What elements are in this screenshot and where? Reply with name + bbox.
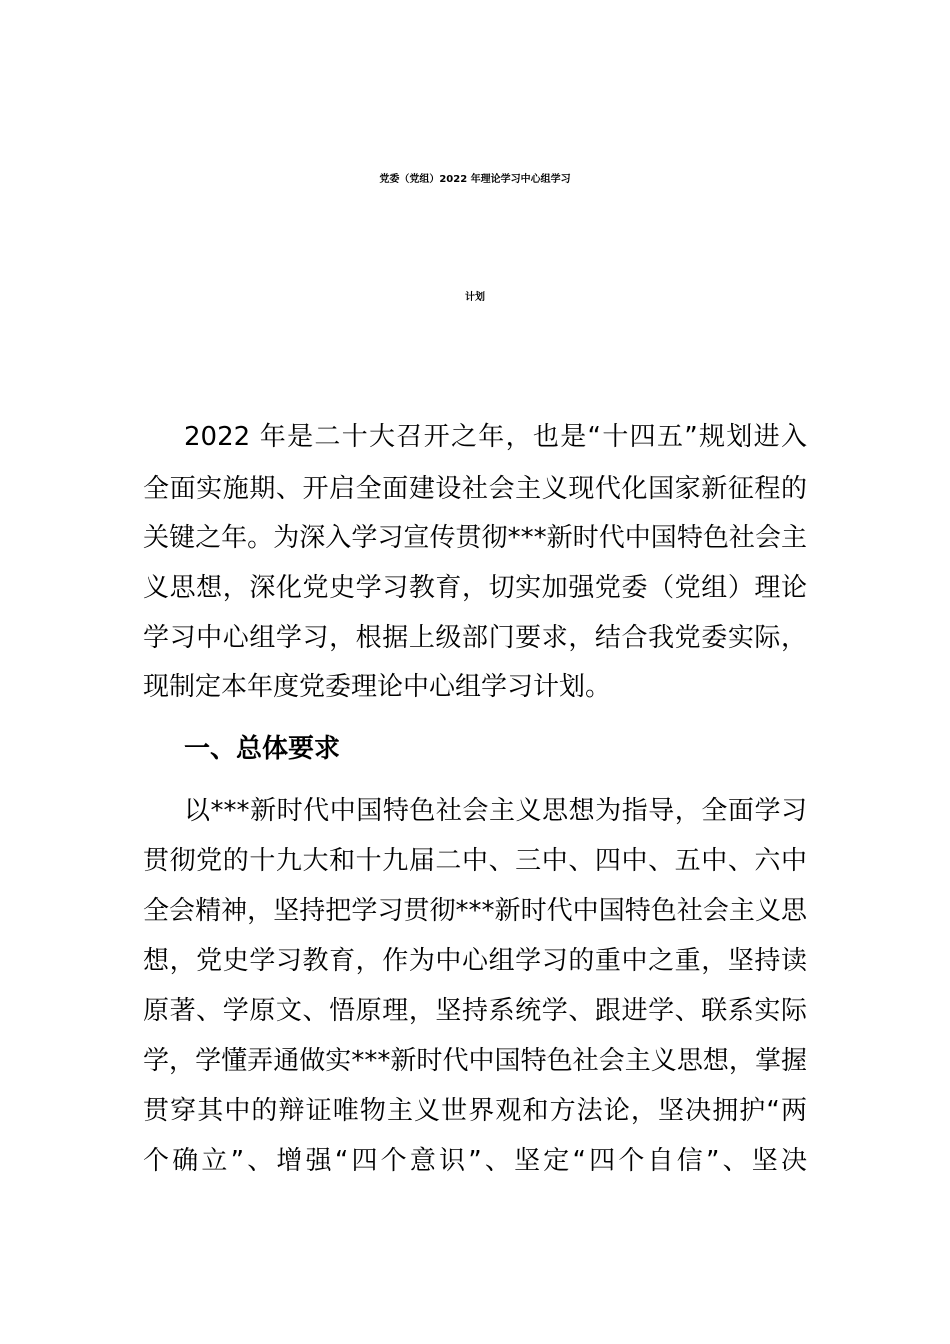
paragraph-line: 贯彻党的十九大和十九届二中、三中、四中、五中、六中 — [143, 846, 807, 876]
paragraph-line: 个确立”、增强“四个意识”、坚定“四个自信”、坚决 — [143, 1146, 807, 1176]
paragraph-line: 义思想，深化党史学习教育，切实加强党委（党组）理论 — [143, 573, 807, 603]
document-title-line1: 党委（党组）2022 年理论学习中心组学习 — [379, 174, 571, 185]
paragraph-line: 关键之年。为深入学习宣传贯彻***新时代中国特色社会主 — [143, 523, 807, 553]
paragraph-line: 全面实施期、开启全面建设社会主义现代化国家新征程的 — [143, 474, 807, 504]
paragraph-line: 原著、学原文、悟原理，坚持系统学、跟进学、联系实际 — [143, 996, 807, 1026]
paragraph-line: 2022 年是二十大召开之年，也是“十四五”规划进入 — [184, 422, 807, 452]
paragraph-line: 现制定本年度党委理论中心组学习计划。 — [143, 672, 612, 702]
paragraph-line: 学，学懂弄通做实***新时代中国特色社会主义思想，掌握 — [143, 1046, 807, 1076]
section-heading: 一、总体要求 — [184, 734, 341, 764]
paragraph-line: 学习中心组学习，根据上级部门要求，结合我党委实际， — [143, 623, 807, 653]
paragraph-line: 全会精神，坚持把学习贯彻***新时代中国特色社会主义思 — [143, 896, 807, 926]
document-title-line2: 计划 — [465, 292, 485, 303]
paragraph-line: 以***新时代中国特色社会主义思想为指导，全面学习 — [184, 796, 807, 826]
paragraph-line: 想，党史学习教育，作为中心组学习的重中之重，坚持读 — [143, 946, 807, 976]
paragraph-line: 贯穿其中的辩证唯物主义世界观和方法论，坚决拥护“两 — [143, 1096, 807, 1126]
